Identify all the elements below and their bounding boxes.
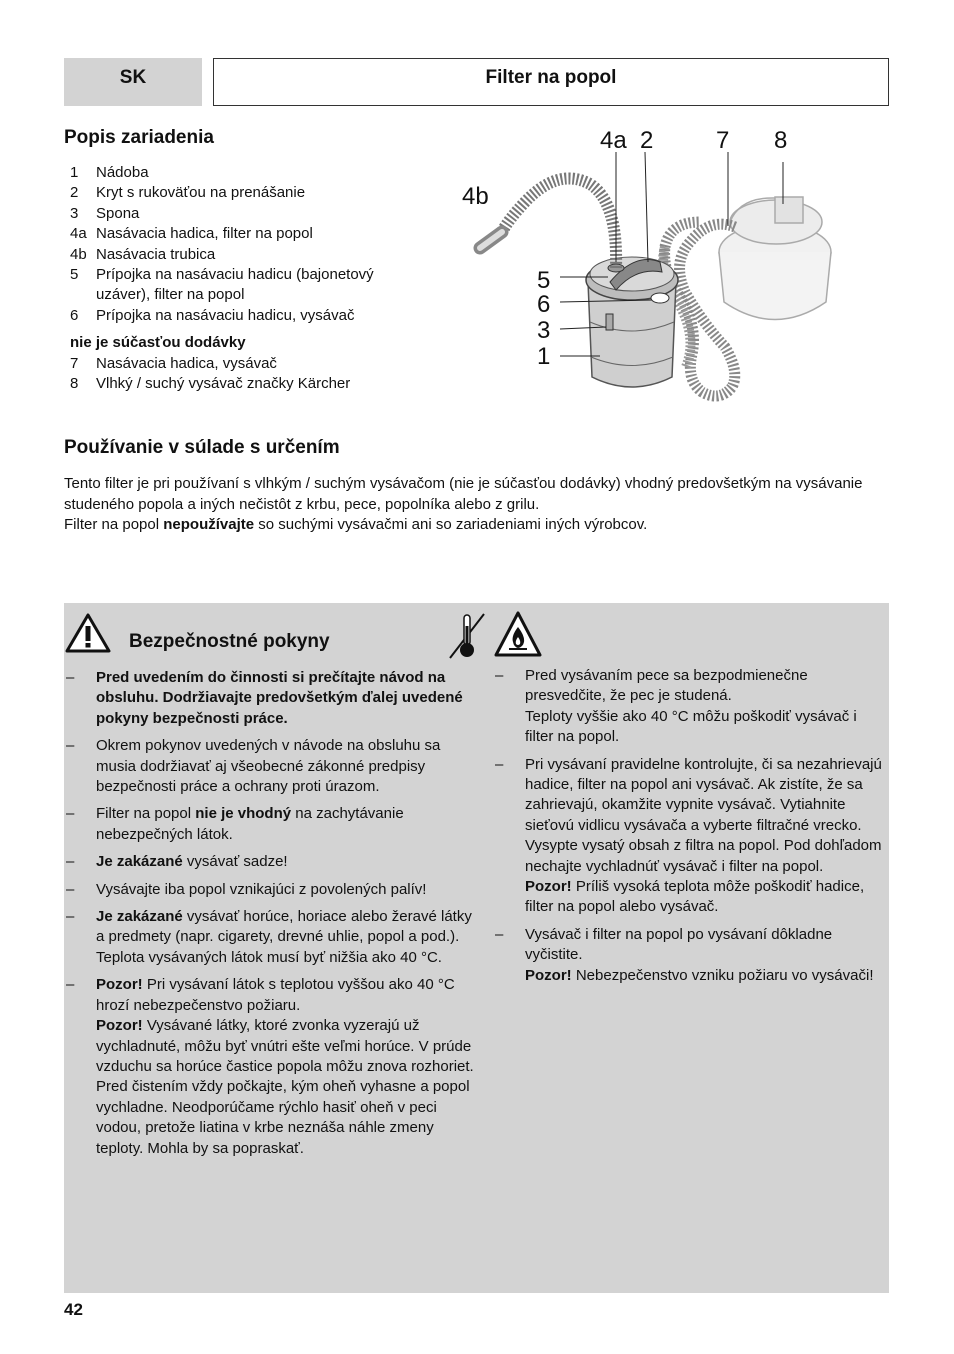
instruction-bold: Pozor!	[96, 976, 143, 994]
instruction-bold: nie je vhodný	[195, 805, 292, 823]
instruction-bold: Pred uvedením do činnosti si prečítajte návod na obsluhu. Dodržiavajte predovšetkým ďalej uvedené pokyny bezpečnosti práce.	[96, 669, 463, 727]
usage-text	[64, 474, 894, 536]
instruction-text: Pred vysávaním pece sa bezpodmienečne presvedčite, že pec je studená.	[525, 667, 808, 705]
instruction-bold: Je zakázané	[96, 853, 183, 871]
instruction-text: Vysávané látky, ktoré zvonka vyzerajú už vychladnuté, môžu byť vnútri ešte veľmi horúce. V prúde vzduchu sa horúce častice popola môžu znova rozhoriet.	[96, 1017, 474, 1075]
bullet-dash: –	[495, 667, 504, 684]
list-item	[64, 804, 479, 845]
list-item	[493, 755, 889, 918]
instruction-bold: Pozor!	[96, 1017, 143, 1035]
item-number: 4a	[70, 225, 87, 243]
vacuum-cleaner-illustration	[719, 197, 831, 320]
title-box	[213, 58, 889, 106]
item-text: Nasávacia hadica, filter na popol	[96, 225, 313, 243]
instruction-text: Okrem pokynov uvedených v návode na obsluhu sa musia dodržiavať aj všeobecné zákonné predpisy bezpečnosti práce a ochrany proti úrazom.	[96, 737, 441, 796]
item-text: Nasávacia hadica, vysávač	[96, 354, 277, 372]
parts-list	[64, 163, 424, 394]
item-text: Prípojka na nasávaciu hadicu, vysávač	[96, 306, 355, 324]
instruction-text: Pred čistením vždy počkajte, kým oheň vyhasne a popol vychladne. Neodporúčame rýchlo hasiť oheň v peci vodou, pretože liatina v krbe neznáša náhle zmeny teploty. Mohla by sa popraskať.	[96, 1078, 470, 1157]
list-item	[493, 925, 889, 986]
bullet-dash: –	[495, 925, 504, 943]
instruction-text: Vysávač i filter na popol po vysávaní dôkladne vyčistite.	[525, 925, 833, 964]
instruction-text: vysávať horúce, horiace alebo žeravé látky a predmety (napr. cigarety, drevné uhlie, popol a pod.). Teplota vysávaných látok musí byť nižšia ako 40 °C.	[96, 908, 472, 966]
list-item	[64, 374, 424, 394]
safety-heading: Bezpečnostné pokyny	[129, 631, 330, 652]
list-item	[64, 668, 479, 729]
item-number: 7	[70, 354, 79, 372]
item-number: 4b	[70, 245, 87, 263]
bullet-dash: –	[495, 755, 504, 773]
item-number: 6	[70, 306, 79, 324]
safety-right-column	[493, 666, 889, 993]
fire-hazard-icon	[493, 610, 543, 658]
bullet-dash: –	[66, 976, 75, 994]
description-heading: Popis zariadenia	[64, 127, 214, 148]
usage-text-part: Filter na popol	[64, 516, 164, 533]
filter-hose	[502, 178, 616, 268]
callout-2: 2	[640, 127, 654, 154]
usage-heading: Používanie v súlade s určením	[64, 437, 340, 458]
instruction-text: Pri vysávaní látok s teplotou vyššou ako 40 °C hrozí nebezpečenstvo požiaru.	[96, 976, 455, 1014]
page-title: Filter na popol	[485, 67, 617, 88]
item-number: 2	[70, 184, 79, 202]
list-item	[64, 265, 424, 306]
instruction-text: Príliš vysoká teplota môže poškodiť hadice, filter na popol alebo vysávač.	[525, 878, 865, 916]
callout-8: 8	[774, 127, 788, 154]
item-text: Vlhký / suchý vysávač značky Kärcher	[96, 375, 351, 393]
instruction-text: Nebezpečenstvo vzniku požiaru vo vysávači!	[571, 966, 874, 984]
list-item	[493, 666, 889, 748]
callout-4a: 4a	[600, 127, 627, 154]
list-item	[64, 736, 479, 797]
list-item	[64, 852, 479, 872]
instruction-bold: Je zakázané	[96, 908, 183, 926]
bullet-dash: –	[66, 853, 75, 871]
list-item	[64, 224, 424, 244]
bullet-dash: –	[66, 908, 75, 926]
thermometer-icon	[446, 610, 490, 660]
item-text: Nádoba	[96, 164, 149, 181]
item-text: Nasávacia trubica	[96, 245, 216, 263]
instruction-text: Teploty vyššie ako 40 °C môžu poškodiť vysávač i filter na popol.	[525, 707, 857, 746]
language-tab	[64, 58, 202, 106]
instruction-text: Vysávajte iba popol vznikajúci z povolených palív!	[96, 880, 427, 898]
bullet-dash: –	[66, 669, 75, 686]
instruction-text: na zachytávanie nebezpečných látok.	[96, 805, 404, 843]
safety-left-column	[64, 668, 479, 1166]
instruction-text: Filter na popol	[96, 805, 196, 823]
item-number: 1	[70, 164, 79, 181]
item-number: 8	[70, 375, 79, 393]
instruction-text: Pri vysávaní pravidelne kontrolujte, či sa nezahrievajú hadice, filter na popol ani vysávač. Ak zistíte, že sa zahrievajú, okamžite vypnite vysávač. Vytiahnite sieťovú vidlicu vysávača a vyberte filtračné vrecko. Vysypte vysatý obsah z filtra na popol. Pod dohľadom nechajte vychladnúť vysávač i filter na popol.	[525, 755, 882, 875]
item-text: Prípojka na nasávaciu hadicu (bajonetový uzáver), filter na popol	[96, 266, 374, 304]
list-item	[64, 975, 479, 1159]
bullet-dash: –	[66, 805, 75, 823]
bullet-dash: –	[66, 880, 75, 898]
item-text: Spona	[96, 204, 140, 222]
item-text: Kryt s rukoväťou na prenášanie	[96, 184, 306, 202]
callout-6: 6	[537, 291, 551, 318]
callout-4b: 4b	[462, 183, 489, 210]
instruction-bold: Pozor!	[525, 966, 572, 984]
callout-7: 7	[716, 127, 730, 154]
instruction-text: vysávať sadze!	[182, 853, 288, 871]
language-code: SK	[119, 67, 147, 88]
list-item	[64, 245, 424, 265]
list-item	[64, 163, 424, 183]
list-item	[64, 354, 424, 374]
callout-1: 1	[537, 343, 551, 370]
usage-paragraph-1: Tento filter je pri používaní s vlhkým / suchým vysávačom (nie je súčasťou dodávky) vhodný predovšetkým na vysávanie studeného popola a iných nečistôt z krbu, pece, popolníka alebo z grilu.	[64, 475, 863, 513]
usage-paragraph-2	[64, 515, 894, 536]
list-item	[64, 183, 424, 203]
list-item	[64, 306, 424, 326]
instruction-bold: Pozor!	[525, 878, 572, 896]
warning-triangle-icon	[64, 612, 112, 654]
usage-text-bold: nepoužívajte	[163, 516, 255, 533]
not-included-heading: nie je súčasťou dodávky	[70, 334, 246, 352]
list-item	[64, 880, 479, 900]
page-number: 42	[64, 1300, 83, 1319]
list-item	[64, 204, 424, 224]
product-diagram	[440, 122, 890, 422]
callout-5: 5	[537, 267, 551, 294]
usage-text-part: so suchými vysávačmi ani so zariadeniami iných výrobcov.	[254, 516, 648, 533]
list-item	[64, 907, 479, 968]
item-number: 5	[70, 266, 79, 284]
callout-3: 3	[537, 317, 551, 344]
bullet-dash: –	[66, 737, 75, 755]
item-number: 3	[70, 204, 79, 222]
